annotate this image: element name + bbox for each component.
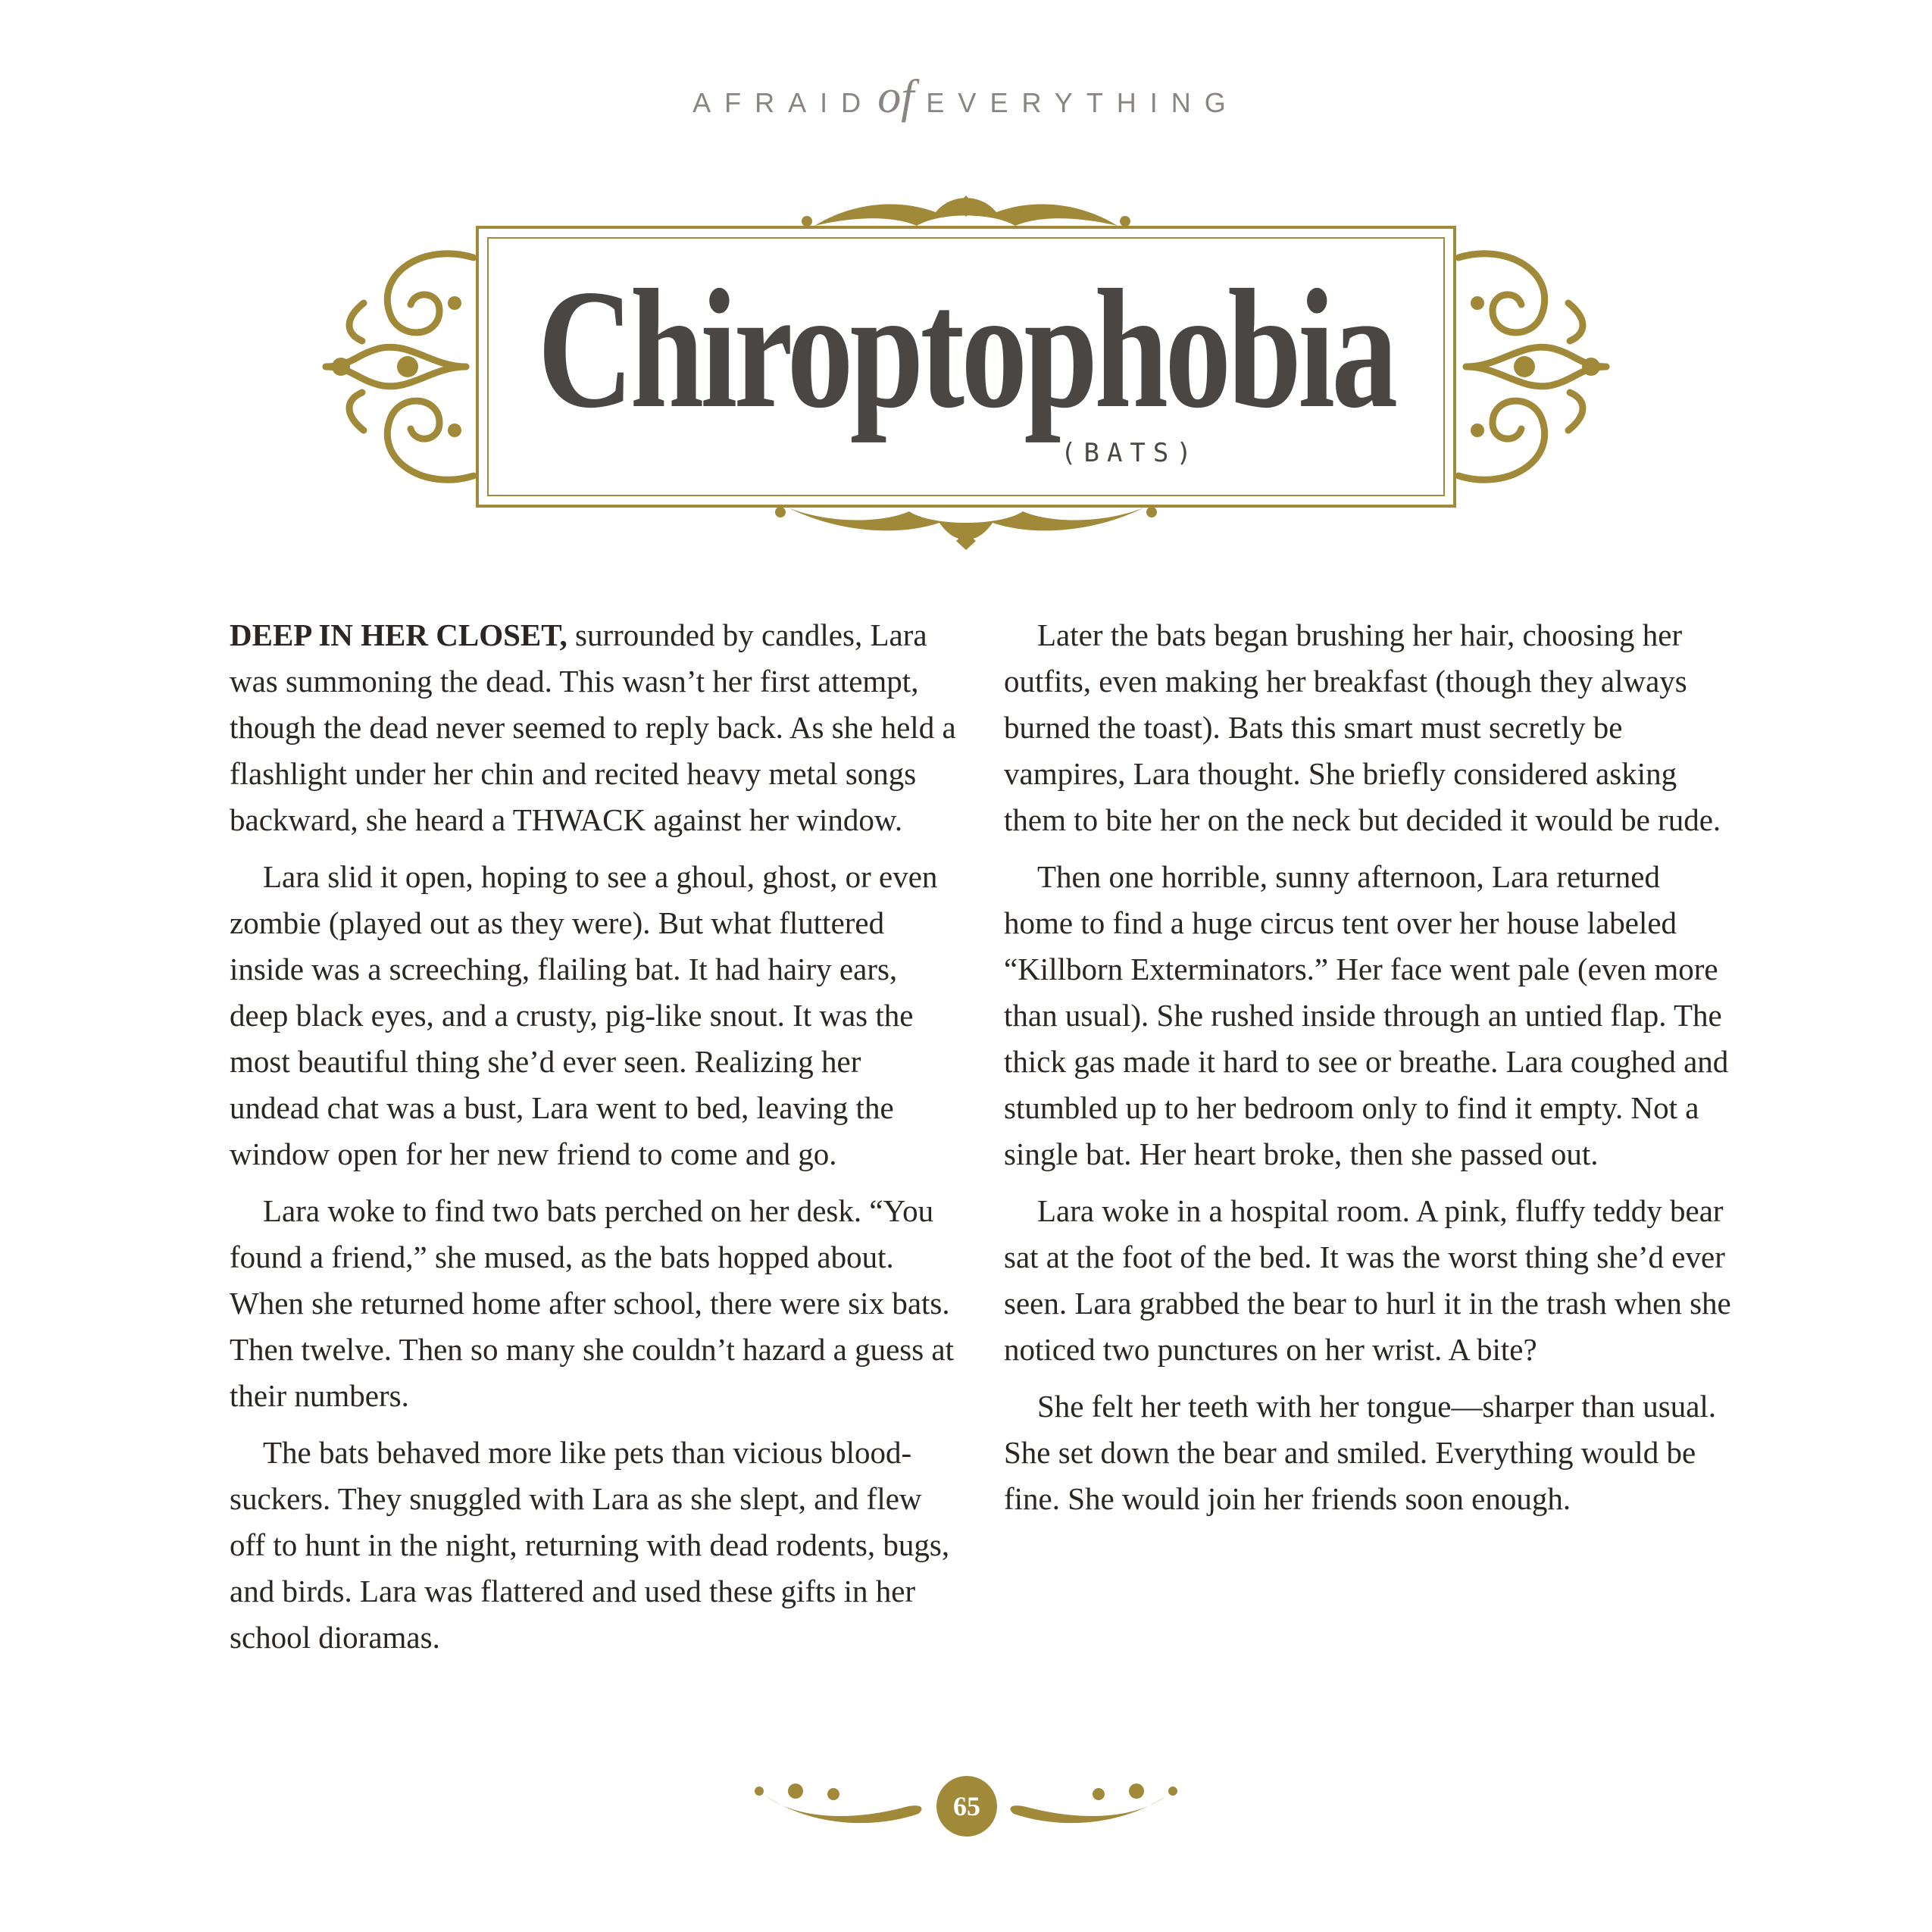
paragraph: Then one horrible, sunny afternoon, Lara returned home to find a huge circus tent over her house labeled “Killborn Exterminators.” Her face went pale (even more than usual). She rushed inside through an untied flap. The thick gas made it hard to see or breathe. Lara coughed and stumbled up to her bedroom only to find it empty. Not a single bat. Her heart broke, then she passed out. <box>1004 859 1729 1171</box>
chapter-title: Chiroptophobia <box>537 254 1395 443</box>
running-title-conjunction: of <box>877 71 914 123</box>
chapter-title-frame <box>318 189 1614 553</box>
running-title-right: EVERYTHING <box>926 87 1240 118</box>
paragraph-text: surrounded by candles, Lara was summoning the dead. This wasn’t her first attempt, though the dead never seemed to reply back. As she held a flashlight under her chin and recited heavy metal songs backward, she heard a THWACK against her window. <box>230 617 956 837</box>
bottom-flourish-ornament <box>775 507 1157 550</box>
body-column-left <box>230 612 957 1671</box>
lead-in: DEEP IN HER CLOSET, <box>230 617 567 652</box>
top-flourish-ornament <box>802 195 1130 227</box>
paragraph: Lara woke in a hospital room. A pink, fluffy teddy bear sat at the foot of the bed. It was the worst thing she’d ever seen. Lara grabbed the bear to hurl it in the trash when she noticed two punctures on her wrist. A bite? <box>1004 1193 1731 1367</box>
page-number-badge: 65 <box>936 1776 997 1837</box>
paragraph <box>230 612 957 843</box>
page-footer <box>750 1773 1182 1841</box>
running-header <box>0 71 1932 126</box>
paragraph: Lara woke to find two bats perched on her desk. “You found a friend,” she mused, as the bats hopped about. When she returned home after school, there were six bats. Then twelve. Then so many she couldn’t hazard a guess at their numbers. <box>230 1193 955 1413</box>
paragraph: The bats behaved more like pets than vicious blood-suckers. They snuggled with Lara as she slept, and flew off to hunt in the night, returning with dead rodents, bugs, and birds. Lara was flattered and used these gifts in her school dioramas. <box>230 1435 950 1655</box>
running-title-left: AFRAID <box>692 87 875 118</box>
paragraph: Lara slid it open, hoping to see a ghoul, ghost, or even zombie (played out as they were). But what fluttered inside was a screeching, flailing bat. It had hairy ears, deep black eyes, and a crusty, pig-like snout. It was the most beautiful thing she’d ever seen. Realizing her undead chat was a bust, Lara went to bed, leaving the window open for her new friend to come and go. <box>230 859 938 1171</box>
chapter-subtitle: (BATS) <box>1061 438 1199 468</box>
paragraph: Later the bats began brushing her hair, choosing her outfits, even making her breakfast (though they always burned the toast). Bats this smart must secretly be vampires, Lara thought. She briefly considered asking them to bite her on the neck but decided it would be rude. <box>1004 617 1721 837</box>
body-column-right <box>1004 612 1731 1533</box>
paragraph: She felt her teeth with her tongue—sharper than usual. She set down the bear and smiled. Everything would be fine. She would join her friends soon enough. <box>1004 1389 1717 1516</box>
